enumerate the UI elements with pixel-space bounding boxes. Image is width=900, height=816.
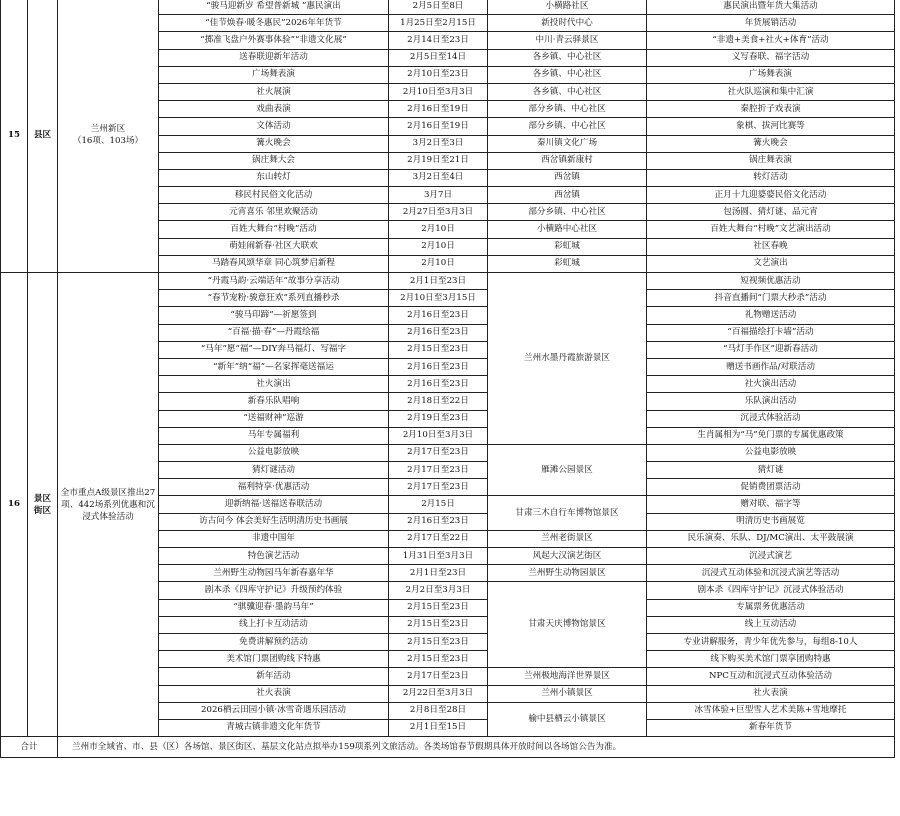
activity-date: 2月16日至23日 (389, 376, 488, 393)
activity-name: 萌娃闹新春·社区大联欢 (159, 238, 389, 255)
activity-content: 线上互动活动 (647, 616, 895, 633)
activity-date: 2月17日至23日 (389, 462, 488, 479)
activity-name: “新年”纳“福”—名家挥毫送福运 (159, 358, 389, 375)
total-row (1, 737, 895, 758)
activity-name: “丹霞马韵·云端话年”故事分享活动 (159, 273, 389, 290)
activity-place: 部分乡镇、中心社区 (488, 118, 647, 135)
activity-content: 促销费团票活动 (647, 479, 895, 496)
activity-date: 2月16日至23日 (389, 324, 488, 341)
activity-place: 各乡镇、中心社区 (488, 49, 647, 66)
activity-content: 象棋、拔河比赛等 (647, 118, 895, 135)
activity-place: 部分乡镇、中心社区 (488, 204, 647, 221)
activity-content: 沉浸式演艺 (647, 548, 895, 565)
activity-name: 非遗中国年 (159, 530, 389, 547)
table-body (1, 0, 895, 758)
activity-date: 2月17日至23日 (389, 444, 488, 461)
total-label: 合计 (1, 737, 58, 758)
activity-name: 免费讲解预约活动 (159, 633, 389, 650)
activity-date: 2月15日至23日 (389, 341, 488, 358)
group-category: 县区 (28, 0, 58, 273)
activity-name: 兰州野生动物园马年新春嘉年华 (159, 565, 389, 582)
activity-name: 马踏春风颂华章 同心筑梦启新程 (159, 255, 389, 272)
activity-content: 短视频优惠活动 (647, 273, 895, 290)
activity-date: 2月2日至3月3日 (389, 582, 488, 599)
activity-name: “骐骥迎春·墨韵马年” (159, 599, 389, 616)
activity-content: NPC互动和沉浸式互动体验活动 (647, 668, 895, 685)
activity-name: 元宵喜乐 邻里欢聚活动 (159, 204, 389, 221)
activity-name: 文体活动 (159, 118, 389, 135)
activity-content: 专属票务优惠活动 (647, 599, 895, 616)
activity-content: 正月十九迎婆婆民俗文化活动 (647, 187, 895, 204)
activity-date: 2月10日至23日 (389, 66, 488, 83)
activity-name: 特色演艺活动 (159, 548, 389, 565)
activity-content: 赠对联、福字等 (647, 496, 895, 513)
activity-content: 年货展销活动 (647, 15, 895, 32)
activity-place: 彩虹城 (488, 238, 647, 255)
activity-content: 秦腔折子戏表演 (647, 101, 895, 118)
activity-content: 冰雪体验+巨型雪人艺术美陈+雪地摩托 (647, 702, 895, 719)
activity-content: 礼物赠送活动 (647, 307, 895, 324)
activity-content: “百福描绘打卡墙”活动 (647, 324, 895, 341)
activity-name: 戏曲表演 (159, 101, 389, 118)
activity-date: 2月10日至3月15日 (389, 290, 488, 307)
activity-name: “骏马印蹄”—祈愿签到 (159, 307, 389, 324)
activity-place: 西岔镇 (488, 169, 647, 186)
activity-date: 2月10日至3月3日 (389, 427, 488, 444)
activity-name: “春节宠粉·骏意狂欢”系列直播秒杀 (159, 290, 389, 307)
activity-date: 2月1日至23日 (389, 273, 488, 290)
activity-content: 明清历史书画展览 (647, 513, 895, 530)
activity-name: 福利特享·优惠活动 (159, 479, 389, 496)
activity-content: 猜灯谜 (647, 462, 895, 479)
activity-place: 风起大汉演艺街区 (488, 548, 647, 565)
activity-content: 赠送书画作品/对联活动 (647, 358, 895, 375)
activity-name: 马年专属福利 (159, 427, 389, 444)
activity-content: 新春年货节 (647, 719, 895, 736)
activity-date: 2月27日至3月3日 (389, 204, 488, 221)
activity-date: 2月16日至23日 (389, 358, 488, 375)
activity-place: 兰州老街景区 (488, 530, 647, 547)
activity-date: 2月16日至23日 (389, 513, 488, 530)
activity-date: 2月17日至23日 (389, 479, 488, 496)
activity-content: 生肖属相为“马”免门票的专属优惠政策 (647, 427, 895, 444)
activity-name: 东山转灯 (159, 169, 389, 186)
activity-place: 甘肃三木自行车博物馆景区 (488, 496, 647, 530)
activity-place: 新投时代中心 (488, 15, 647, 32)
activity-name: 锅庄舞大会 (159, 152, 389, 169)
activity-date: 2月1日至23日 (389, 565, 488, 582)
activity-content: 义写春联、福字活动 (647, 49, 895, 66)
activity-content: 沉浸式体验活动 (647, 410, 895, 427)
group-organizer: 全市重点A级景区推出27项、442场系列优惠和沉浸式体验活动 (58, 273, 159, 737)
activity-name: 剧本杀《四库守护记》升级预约体验 (159, 582, 389, 599)
table-row (1, 0, 895, 15)
activity-content: 沉浸式互动体验和沉浸式演艺等活动 (647, 565, 895, 582)
activity-date: 2月17日至22日 (389, 530, 488, 547)
activity-place: 兰州野生动物园景区 (488, 565, 647, 582)
activity-date: 2月15日至23日 (389, 633, 488, 650)
activity-place: 兰州小镇景区 (488, 685, 647, 702)
activity-content: 转灯活动 (647, 169, 895, 186)
activity-place: 部分乡镇、中心社区 (488, 101, 647, 118)
activity-name: 美术馆门票团购线下特惠 (159, 651, 389, 668)
activity-content: “马灯手作区”迎新春活动 (647, 341, 895, 358)
activity-date: 2月8日至28日 (389, 702, 488, 719)
activity-name: 社火表演 (159, 685, 389, 702)
activity-date: 2月14日至23日 (389, 32, 488, 49)
activity-date: 3月7日 (389, 187, 488, 204)
total-text: 兰州市全域省、市、县（区）各场馆、景区街区、基层文化站点拟举办159项系列文旅活动。各类场馆春节假期具体开放时间以各场馆公告为准。 (58, 737, 895, 758)
activity-date: 2月16日至19日 (389, 118, 488, 135)
activity-date: 1月31日至3月3日 (389, 548, 488, 565)
activity-date: 3月2日至3日 (389, 135, 488, 152)
activity-date: 2月15日至23日 (389, 616, 488, 633)
activity-place: 各乡镇、中心社区 (488, 66, 647, 83)
group-number: 16 (1, 273, 28, 737)
activity-place: 小横路社区 (488, 0, 647, 15)
activity-date: 2月1日至15日 (389, 719, 488, 736)
activity-content: 民乐演奏、乐队、DJ/MC演出、太平鼓展演 (647, 530, 895, 547)
activity-place: 彩虹城 (488, 255, 647, 272)
activity-place: 秦川镇文化广场 (488, 135, 647, 152)
activity-content: 社火表演 (647, 685, 895, 702)
activity-date: 2月15日至23日 (389, 651, 488, 668)
activity-name: 青城古镇非遗文化年货节 (159, 719, 389, 736)
activity-date: 2月18日至22日 (389, 393, 488, 410)
activity-name: “百福·描·春”—丹霞绘福 (159, 324, 389, 341)
activity-name: 移民村民俗文化活动 (159, 187, 389, 204)
activity-date: 2月10日至3月3日 (389, 83, 488, 100)
group-number: 15 (1, 0, 28, 273)
activity-place: 各乡镇、中心社区 (488, 83, 647, 100)
activity-place: 西岔镇新康村 (488, 152, 647, 169)
activity-name: “佳节焕春·暖冬惠民”2026年年货节 (159, 15, 389, 32)
activity-content: 百姓大舞台“村晚”文艺演出活动 (647, 221, 895, 238)
activity-content: “非遗+美食+社火+体育”活动 (647, 32, 895, 49)
activity-content: 包汤圆、猜灯谜、品元宵 (647, 204, 895, 221)
activity-date: 2月17日至23日 (389, 668, 488, 685)
activity-date: 2月19日至21日 (389, 152, 488, 169)
activity-place: 雁滩公园景区 (488, 444, 647, 496)
activity-content: 篝火晚会 (647, 135, 895, 152)
activity-name: 新春乐队唱响 (159, 393, 389, 410)
activity-date: 2月16日至23日 (389, 307, 488, 324)
activity-name: “马年”愿“福”—DIY奔马福灯、写福字 (159, 341, 389, 358)
activity-name: 篝火晚会 (159, 135, 389, 152)
activity-date: 2月5日至14日 (389, 49, 488, 66)
activity-date: 2月15日至23日 (389, 599, 488, 616)
activity-content: 公益电影放映 (647, 444, 895, 461)
activity-date: 2月19日至23日 (389, 410, 488, 427)
activity-name: 广场舞表演 (159, 66, 389, 83)
group-organizer: 兰州新区 （16项、103场） (58, 0, 159, 273)
activity-name: 送春联迎新年活动 (159, 49, 389, 66)
activity-place: 兰州极地海洋世界景区 (488, 668, 647, 685)
activity-name: “送福财神”巡游 (159, 410, 389, 427)
activity-name: 社火展演 (159, 83, 389, 100)
activity-content: 剧本杀《四库守护记》沉浸式体验活动 (647, 582, 895, 599)
activity-content: 社火队巡演和集中汇演 (647, 83, 895, 100)
activity-content: 文艺演出 (647, 255, 895, 272)
activity-date: 2月16日至19日 (389, 101, 488, 118)
activity-name: 百姓大舞台“村晚”活动 (159, 221, 389, 238)
activity-content: 广场舞表演 (647, 66, 895, 83)
activity-place: 西岔镇 (488, 187, 647, 204)
activity-name: 访古问今 体会美好生活明清历史书画展 (159, 513, 389, 530)
activity-name: “掷准飞盘户外赛事体验”“非遗文化展” (159, 32, 389, 49)
activity-content: 线下购买美术馆门票享团购特惠 (647, 651, 895, 668)
group-category: 景区 街区 (28, 273, 58, 737)
activity-date: 1月25日至2月15日 (389, 15, 488, 32)
activity-content: 社火演出活动 (647, 376, 895, 393)
activity-content: 社区春晚 (647, 238, 895, 255)
activity-name: 线上打卡互动活动 (159, 616, 389, 633)
activity-date: 2月10日 (389, 238, 488, 255)
activity-name: 社火演出 (159, 376, 389, 393)
activity-date: 2月10日 (389, 221, 488, 238)
table-row (1, 273, 895, 290)
activity-content: 惠民演出暨年货大集活动 (647, 0, 895, 15)
activity-name: “骏马迎新岁 希望普新城 ”惠民演出 (159, 0, 389, 15)
activity-place: 中川·青云驿景区 (488, 32, 647, 49)
activity-date: 3月2日至4日 (389, 169, 488, 186)
activity-date: 2月10日 (389, 255, 488, 272)
activity-content: 锅庄舞表演 (647, 152, 895, 169)
activity-name: 公益电影放映 (159, 444, 389, 461)
activity-name: 新年活动 (159, 668, 389, 685)
activity-place: 榆中县栖云小镇景区 (488, 702, 647, 736)
activity-date: 2月5日至8日 (389, 0, 488, 15)
activity-content: 抖音直播间“门票大秒杀”活动 (647, 290, 895, 307)
activity-date: 2月22日至3月3日 (389, 685, 488, 702)
activity-place: 兰州水墨丹霞旅游景区 (488, 273, 647, 445)
activity-date: 2月15日 (389, 496, 488, 513)
activity-name: 猜灯谜活动 (159, 462, 389, 479)
activity-place: 甘肃天庆博物馆景区 (488, 582, 647, 668)
activity-content: 乐队演出活动 (647, 393, 895, 410)
activity-name: 迎新纳福·送福送春联活动 (159, 496, 389, 513)
activity-place: 小横路中心社区 (488, 221, 647, 238)
activity-name: 2026栖云田园小镇·冰雪奇遇乐园活动 (159, 702, 389, 719)
activity-content: 专业讲解服务，青少年优先参与，每组8-10人 (647, 633, 895, 650)
